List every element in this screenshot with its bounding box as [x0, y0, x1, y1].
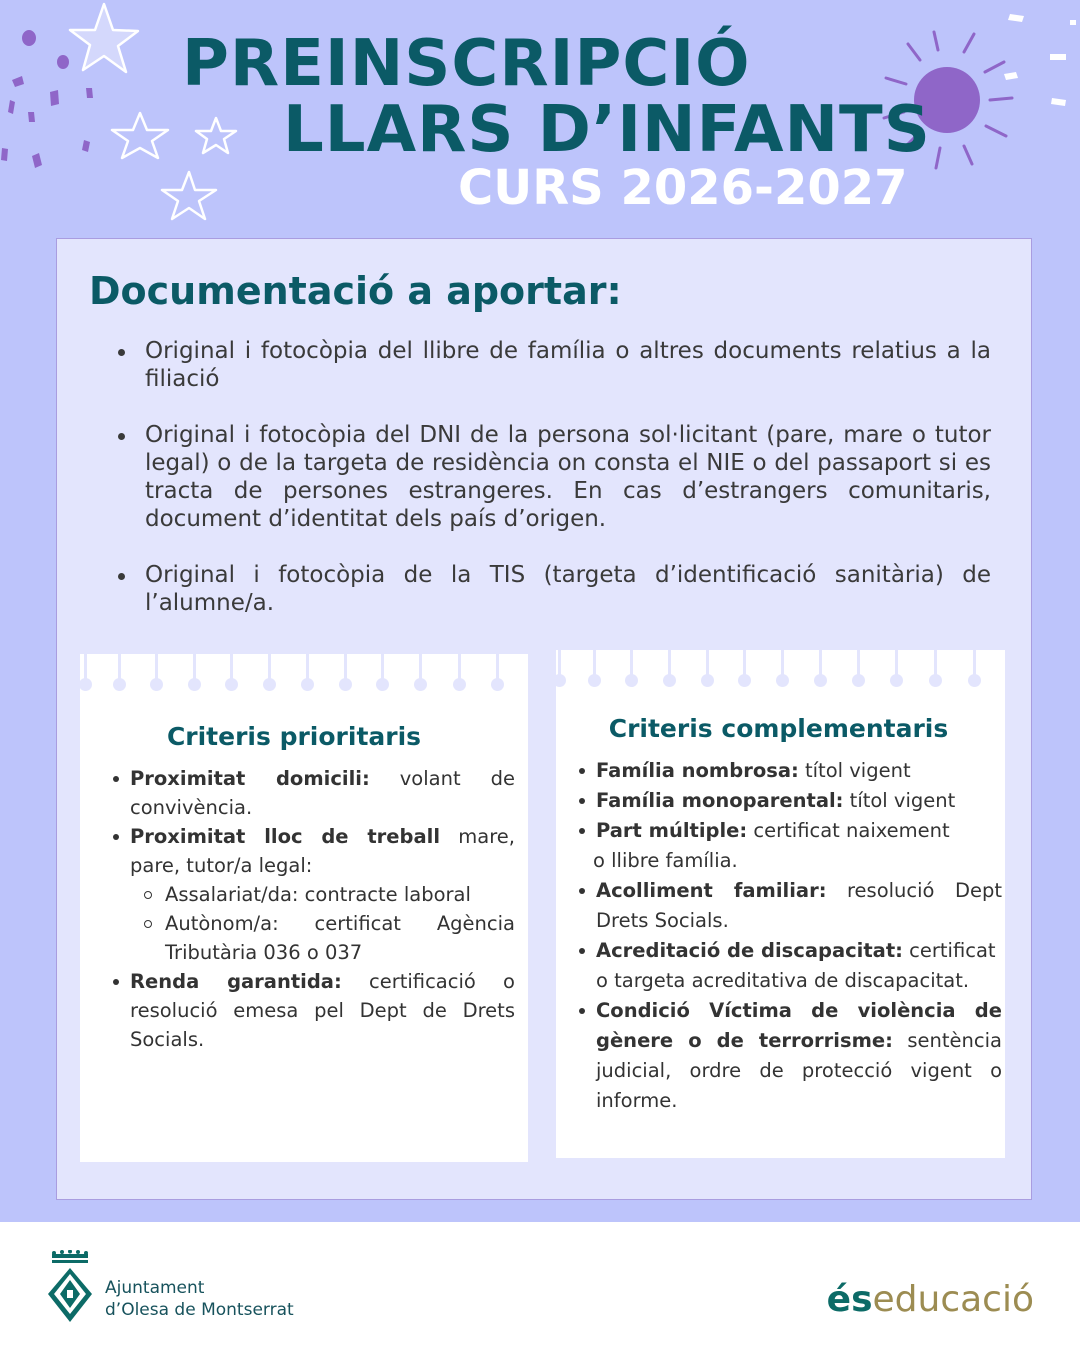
documentation-item: Original i fotocòpia del DNI de la persona sol·licitant (pare, mare o tutor legal) o de la targeta de residència on consta el NIE o del passaport si es tracta de persones estrangeres. En cas d’estrangers comunitaris, document d’identitat dels país d’origen.: [115, 421, 991, 533]
brand-part-1: és: [826, 1279, 873, 1320]
criteria-item-text: certificació o resolució emesa pel Dept de Drets Socials.: [130, 970, 515, 1051]
criteria-item-text: títol vigent: [843, 789, 956, 812]
criteria-item-continuation: o targeta acreditativa de discapacitat.: [596, 969, 970, 992]
criteria-item-label: Renda garantida:: [130, 970, 342, 993]
criteria-item-text: mare, pare, tutor/a legal:: [130, 825, 515, 877]
school-year-subtitle: CURS 2026-2027: [458, 160, 908, 216]
criteria-item: [578, 756, 1002, 786]
criteria-item: [112, 822, 515, 967]
criteria-item-text: certificat naixement: [747, 819, 950, 842]
criteria-item-text: certificat: [902, 939, 996, 962]
brand-part-2: educació: [872, 1279, 1034, 1320]
municipal-crest-logo: [46, 1250, 94, 1326]
notebook-holes: [80, 654, 528, 702]
criteria-item-label: Família monoparental:: [596, 789, 844, 812]
criteria-item-label: Condició Víctima de violència de gènere o de terrorrisme:: [596, 999, 1002, 1052]
notebook-holes: [556, 650, 1005, 698]
page-title-line-2: LLARS D’INFANTS: [283, 93, 931, 167]
criteria-item-label: Part múltiple:: [596, 819, 748, 842]
criteria-item-label: Proximitat lloc de treball: [130, 825, 441, 848]
criteria-item-label: Acreditació de discapacitat:: [596, 939, 903, 962]
priority-criteria-list: [112, 764, 515, 1054]
municipality-line-1: Ajuntament: [105, 1278, 205, 1298]
criteria-item-text: volant de convivència.: [130, 767, 515, 819]
criteria-subitem: Autònom/a: certificat Agència Tributària 036 o 037: [130, 909, 515, 967]
documentation-list: [115, 337, 991, 645]
municipality-line-2: d’Olesa de Montserrat: [105, 1300, 294, 1320]
criteria-sub-list: [130, 880, 515, 967]
complementary-criteria-heading: Criteris complementaris: [608, 714, 949, 743]
complementary-criteria-list: [578, 756, 1002, 1116]
criteria-item-continuation: o llibre família.: [593, 849, 738, 872]
documentation-item: Original i fotocòpia de la TIS (targeta d’identificació sanitària) de l’alumne/a.: [115, 561, 991, 617]
criteria-item: [112, 764, 515, 822]
criteria-item: [578, 816, 1002, 876]
white-marks-decoration: [1000, 8, 1080, 118]
criteria-item-text: sentència judicial, ordre de protecció vigent o informe.: [596, 1029, 1002, 1112]
criteria-item-label: Família nombrosa:: [596, 759, 799, 782]
eseducacio-logo: [826, 1279, 1034, 1320]
criteria-item-text: títol vigent: [798, 759, 911, 782]
criteria-item-label: Proximitat domicili:: [130, 767, 370, 790]
documentation-heading: Documentació a aportar:: [89, 269, 622, 313]
criteria-item: [578, 876, 1002, 936]
footer: [0, 1222, 1080, 1350]
page-title-line-1: PREINSCRIPCIÓ: [182, 27, 751, 101]
priority-criteria-card: [80, 654, 528, 1162]
criteria-item-label: Acolliment familiar:: [596, 879, 827, 902]
criteria-item-text: resolució Dept Drets Socials.: [596, 879, 1002, 932]
criteria-item: [578, 996, 1002, 1116]
criteria-item: [578, 936, 1002, 996]
priority-criteria-heading: Criteris prioritaris: [166, 722, 422, 751]
documentation-item: Original i fotocòpia del llibre de família o altres documents relatius a la filiació: [115, 337, 991, 393]
criteria-subitem: Assalariat/da: contracte laboral: [130, 880, 515, 909]
complementary-criteria-card: [556, 650, 1005, 1158]
municipality-name: [105, 1277, 294, 1321]
criteria-item: [578, 786, 1002, 816]
criteria-item: [112, 967, 515, 1054]
